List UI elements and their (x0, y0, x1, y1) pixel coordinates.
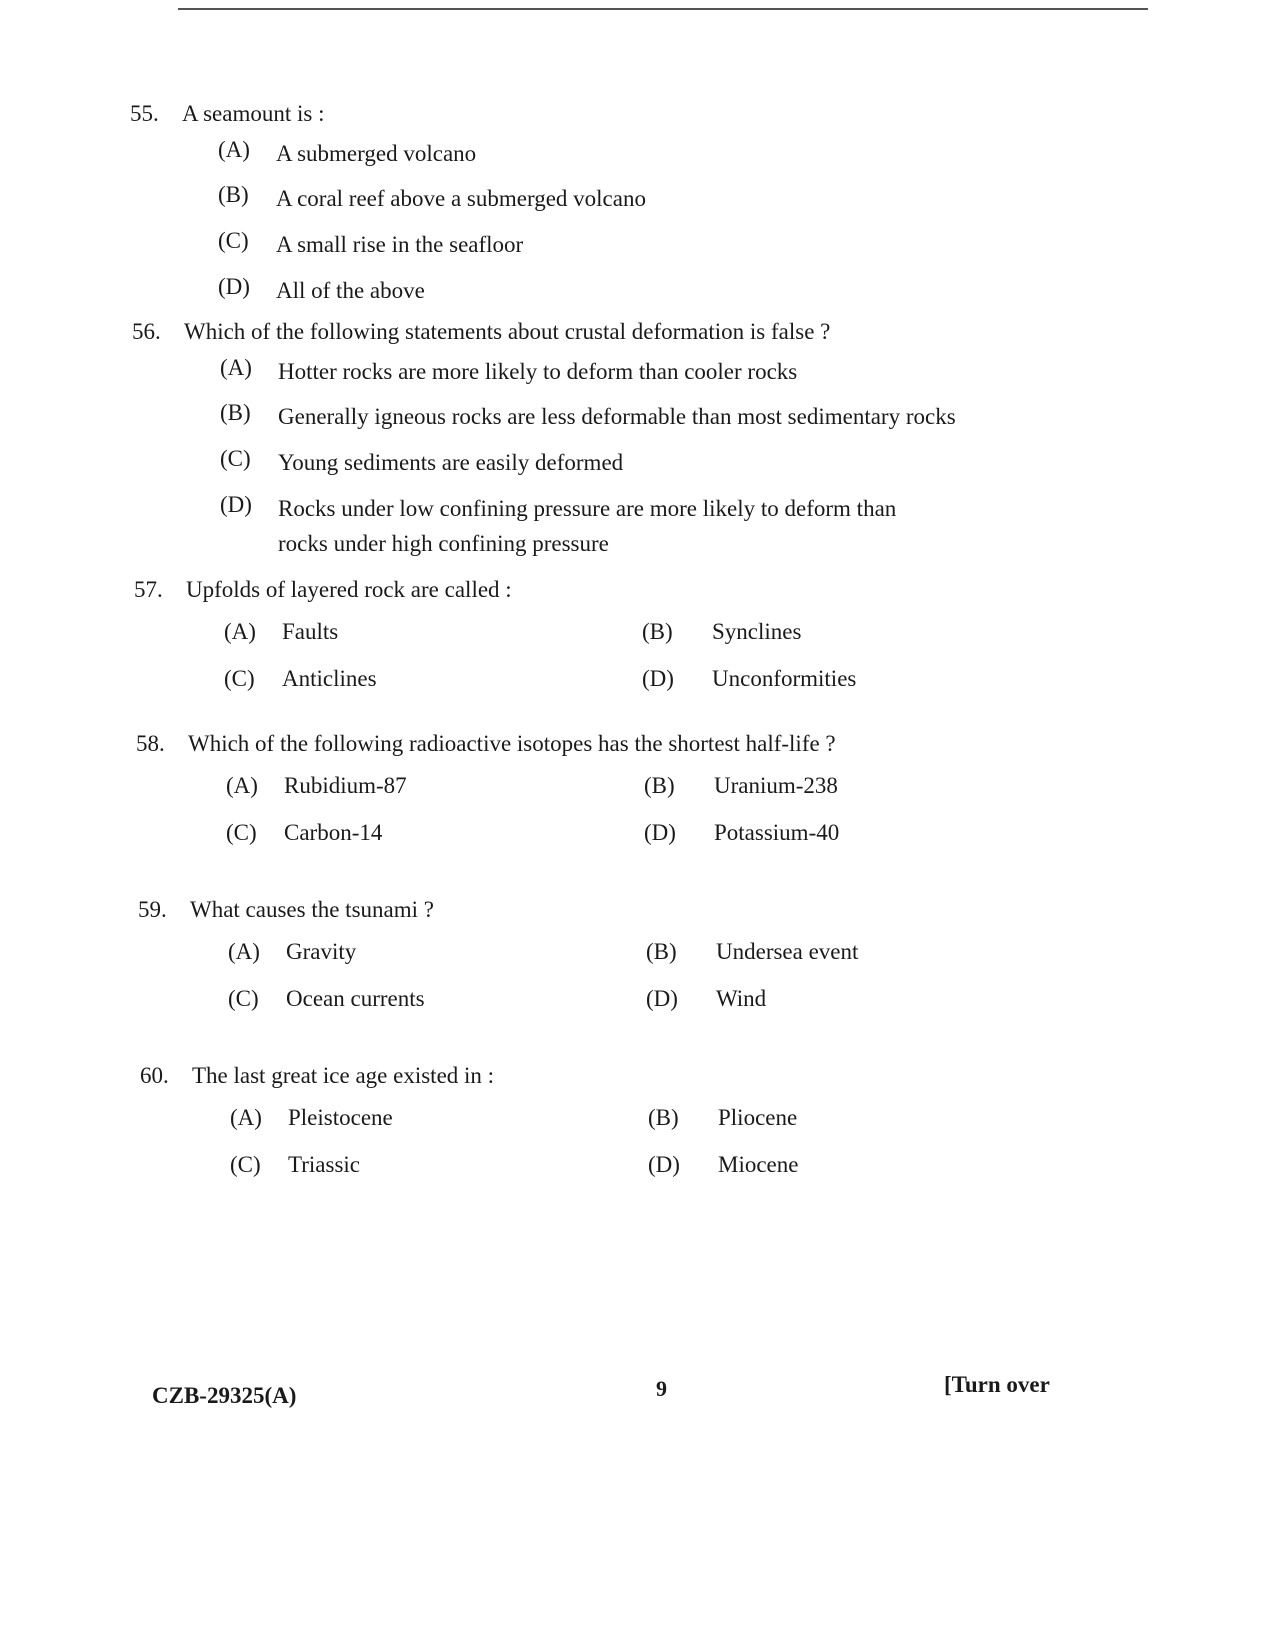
question-58 (136, 730, 1016, 851)
booklet-code: CZB-29325(A) (152, 1383, 297, 1408)
question-57 (134, 576, 1014, 697)
option-letter: (D) (644, 820, 676, 846)
options-list (220, 354, 1012, 562)
option-c (218, 227, 1010, 263)
option-letter: (B) (218, 182, 249, 208)
option-letter: (A) (224, 618, 256, 644)
option-text: Synclines (712, 618, 802, 644)
question-number: 57. (134, 577, 163, 602)
option-a (224, 614, 642, 650)
question-59 (138, 896, 1018, 1017)
option-text: Hotter rocks are more likely to deform than cooler rocks (278, 358, 798, 384)
options-grid (230, 1100, 1020, 1183)
option-letter: (B) (646, 938, 677, 964)
option-a (220, 354, 1012, 390)
option-text: Gravity (286, 938, 357, 964)
option-letter: (C) (230, 1152, 261, 1178)
option-letter: (B) (642, 618, 673, 644)
option-text: Carbon-14 (284, 820, 383, 846)
option-text: Undersea event (716, 938, 859, 964)
option-text: Miocene (718, 1152, 799, 1178)
top-rule (178, 8, 1148, 10)
question-56 (132, 318, 1012, 572)
question-number: 59. (138, 897, 167, 922)
option-d (642, 661, 942, 697)
question-text: Upfolds of layered rock are called : (186, 577, 512, 602)
option-a (218, 136, 1010, 172)
option-text: Rocks under low confining pressure are more likely to deform than rocks under high confining pressure (278, 495, 897, 557)
option-letter: (A) (228, 938, 260, 964)
option-letter: (D) (218, 273, 250, 299)
question-number: 56. (132, 319, 161, 344)
option-letter: (A) (220, 354, 252, 380)
option-letter: (B) (648, 1104, 679, 1130)
option-letter: (D) (642, 666, 674, 692)
option-letter: (C) (218, 227, 249, 253)
option-letter: (D) (646, 986, 678, 1012)
options-list (218, 136, 1010, 309)
option-b (646, 934, 946, 970)
question-text: The last great ice age existed in : (192, 1063, 495, 1088)
option-a (228, 934, 646, 970)
option-letter: (C) (224, 666, 255, 692)
option-letter: (C) (220, 445, 251, 471)
question-text: A seamount is : (182, 101, 325, 126)
option-text: Anticlines (282, 666, 377, 692)
turn-over-note: [Turn over (944, 1372, 1050, 1397)
option-c (226, 815, 644, 851)
option-text: Pliocene (718, 1104, 798, 1130)
question-text: What causes the tsunami ? (190, 897, 434, 922)
option-letter: (B) (220, 400, 251, 426)
options-grid (224, 614, 1014, 697)
option-d (218, 273, 1010, 309)
option-d (646, 981, 946, 1017)
option-b (648, 1100, 948, 1136)
option-letter: (C) (228, 986, 259, 1012)
question-number: 60. (140, 1063, 169, 1088)
option-text: Rubidium-87 (284, 772, 407, 798)
option-d (644, 815, 944, 851)
option-c (224, 661, 642, 697)
question-text: Which of the following radioactive isotopes has the shortest half-life ? (188, 731, 836, 756)
option-letter: (A) (230, 1104, 262, 1130)
option-b (218, 181, 1010, 217)
question-55 (130, 100, 1010, 318)
option-text: A submerged volcano (276, 140, 477, 166)
option-text: Pleistocene (288, 1104, 393, 1130)
option-text: Young sediments are easily deformed (278, 449, 624, 475)
options-grid (226, 768, 1016, 851)
option-c (228, 981, 646, 1017)
option-text: A coral reef above a submerged volcano (276, 186, 646, 212)
option-text: Triassic (288, 1152, 360, 1178)
question-number: 58. (136, 731, 165, 756)
option-letter: (A) (218, 136, 250, 162)
option-text: Faults (282, 618, 339, 644)
question-60 (140, 1062, 1020, 1183)
option-text: A small rise in the seafloor (276, 231, 524, 257)
option-text: Ocean currents (286, 986, 425, 1012)
question-number: 55. (130, 101, 159, 126)
option-b (642, 614, 942, 650)
option-b (644, 768, 944, 804)
page-number: 9 (656, 1376, 667, 1401)
option-b (220, 399, 1012, 435)
option-text: Generally igneous rocks are less deformable than most sedimentary rocks (278, 404, 956, 430)
option-text: Unconformities (712, 666, 857, 692)
option-letter: (A) (226, 772, 258, 798)
option-c (230, 1147, 648, 1183)
option-d (220, 491, 1012, 562)
question-text: Which of the following statements about crustal deformation is false ? (184, 319, 831, 344)
option-letter: (D) (648, 1152, 680, 1178)
option-a (230, 1100, 648, 1136)
option-text: Potassium-40 (714, 820, 840, 846)
option-text: Uranium-238 (714, 772, 838, 798)
option-letter: (C) (226, 820, 257, 846)
options-grid (228, 934, 1018, 1017)
option-text: Wind (716, 986, 767, 1012)
option-d (648, 1147, 948, 1183)
option-c (220, 445, 1012, 481)
option-letter: (D) (220, 491, 252, 517)
option-a (226, 768, 644, 804)
option-text: All of the above (276, 277, 425, 303)
option-letter: (B) (644, 772, 675, 798)
